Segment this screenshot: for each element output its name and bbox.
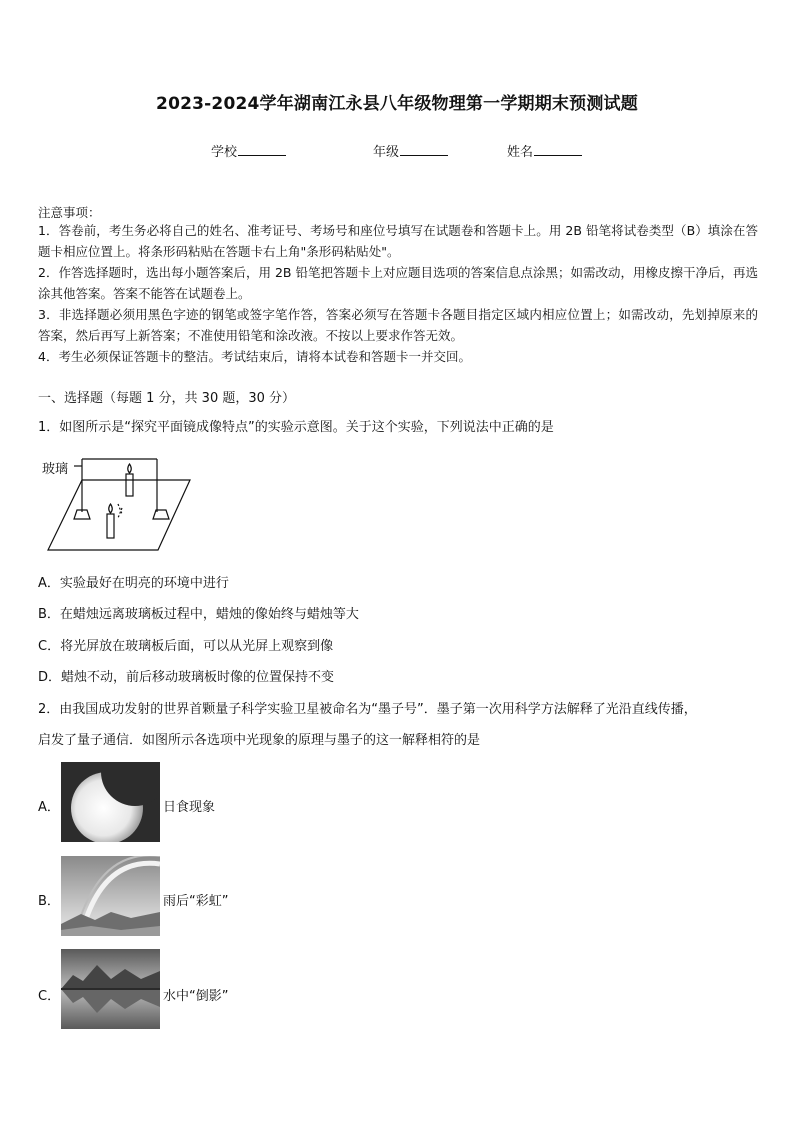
question-2-stem-line2: 启发了量子通信．如图所示各选项中光现象的原理与墨子的这一解释相符的是: [38, 733, 481, 748]
q2-option-a-label: 日食现象: [163, 800, 216, 815]
grade-blank: [400, 143, 448, 156]
plane-mirror-figure: [38, 452, 198, 556]
notice-item: 2．作答选择题时，选出每小题答案后，用 2B 铅笔把答题卡上对应题目选项的答案信息点涂黑；如需改动，用橡皮擦干净后，再选涂其他答案。答案不能答在试题卷上。: [38, 265, 758, 301]
q1-option-b: B．在蜡烛远离玻璃板过程中，蜡烛的像始终与蜡烛等大: [38, 607, 359, 622]
page-title: 2023-2024学年湖南江永县八年级物理第一学期期末预测试题: [156, 94, 638, 114]
q2-option-c-label: 水中“倒影”: [163, 989, 229, 1004]
reflection-photo-icon: [61, 949, 160, 1029]
q2-option-b-label: 雨后“彩虹”: [163, 894, 229, 909]
mirror-diagram-icon: [38, 452, 198, 556]
grade-field: [373, 141, 448, 160]
notice-list: [38, 220, 758, 367]
notice-item: 1．答卷前，考生务必将自己的姓名、准考证号、考场号和座位号填写在试题卷和答题卡上。用 2B 铅笔将试卷类型（B）填涂在答题卡相应位置上。将条形码粘贴在答题卡右上角"条形码粘贴处"。: [38, 223, 758, 259]
q1-option-a: A．实验最好在明亮的环境中进行: [38, 576, 229, 591]
school-label: 学校: [211, 145, 238, 160]
name-field: [507, 141, 582, 160]
q1-option-c: C．将光屏放在玻璃板后面，可以从光屏上观察到像: [38, 639, 334, 654]
name-label: 姓名: [507, 145, 534, 160]
notice-item: 4．考生必须保证答题卡的整洁。考试结束后，请将本试卷和答题卡一并交回。: [38, 349, 471, 364]
grade-label: 年级: [373, 145, 400, 160]
q2-option-b-letter: B．: [38, 894, 60, 909]
question-2-stem-line1: 2．由我国成功发射的世界首颗量子科学实验卫星被命名为“墨子号”．墨子第一次用科学方法解释了光沿直线传播，: [38, 702, 697, 717]
q2-option-a-letter: A．: [38, 800, 60, 815]
question-1-stem: 1．如图所示是“探究平面镜成像特点”的实验示意图。关于这个实验，下列说法中正确的是: [38, 420, 554, 435]
notice-heading: 注意事项：: [38, 205, 101, 220]
glass-label: 玻璃: [42, 462, 69, 477]
q1-option-d: D．蜡烛不动，前后移动玻璃板时像的位置保持不变: [38, 670, 335, 685]
q2-option-c-letter: C．: [38, 989, 61, 1004]
notice-item: 3．非选择题必须用黑色字迹的钢笔或签字笔作答，答案必须写在答题卡各题目指定区域内相应位置上；如需改动，先划掉原来的答案，然后再写上新答案；不准使用铅笔和涂改液。不按以上要求作答无效。: [38, 307, 758, 343]
school-field: [211, 141, 286, 160]
name-blank: [534, 143, 582, 156]
section-heading: 一、选择题（每题 1 分，共 30 题，30 分）: [38, 391, 296, 406]
solar-eclipse-photo-icon: [61, 762, 160, 842]
school-blank: [238, 143, 286, 156]
rainbow-photo-icon: [61, 856, 160, 936]
